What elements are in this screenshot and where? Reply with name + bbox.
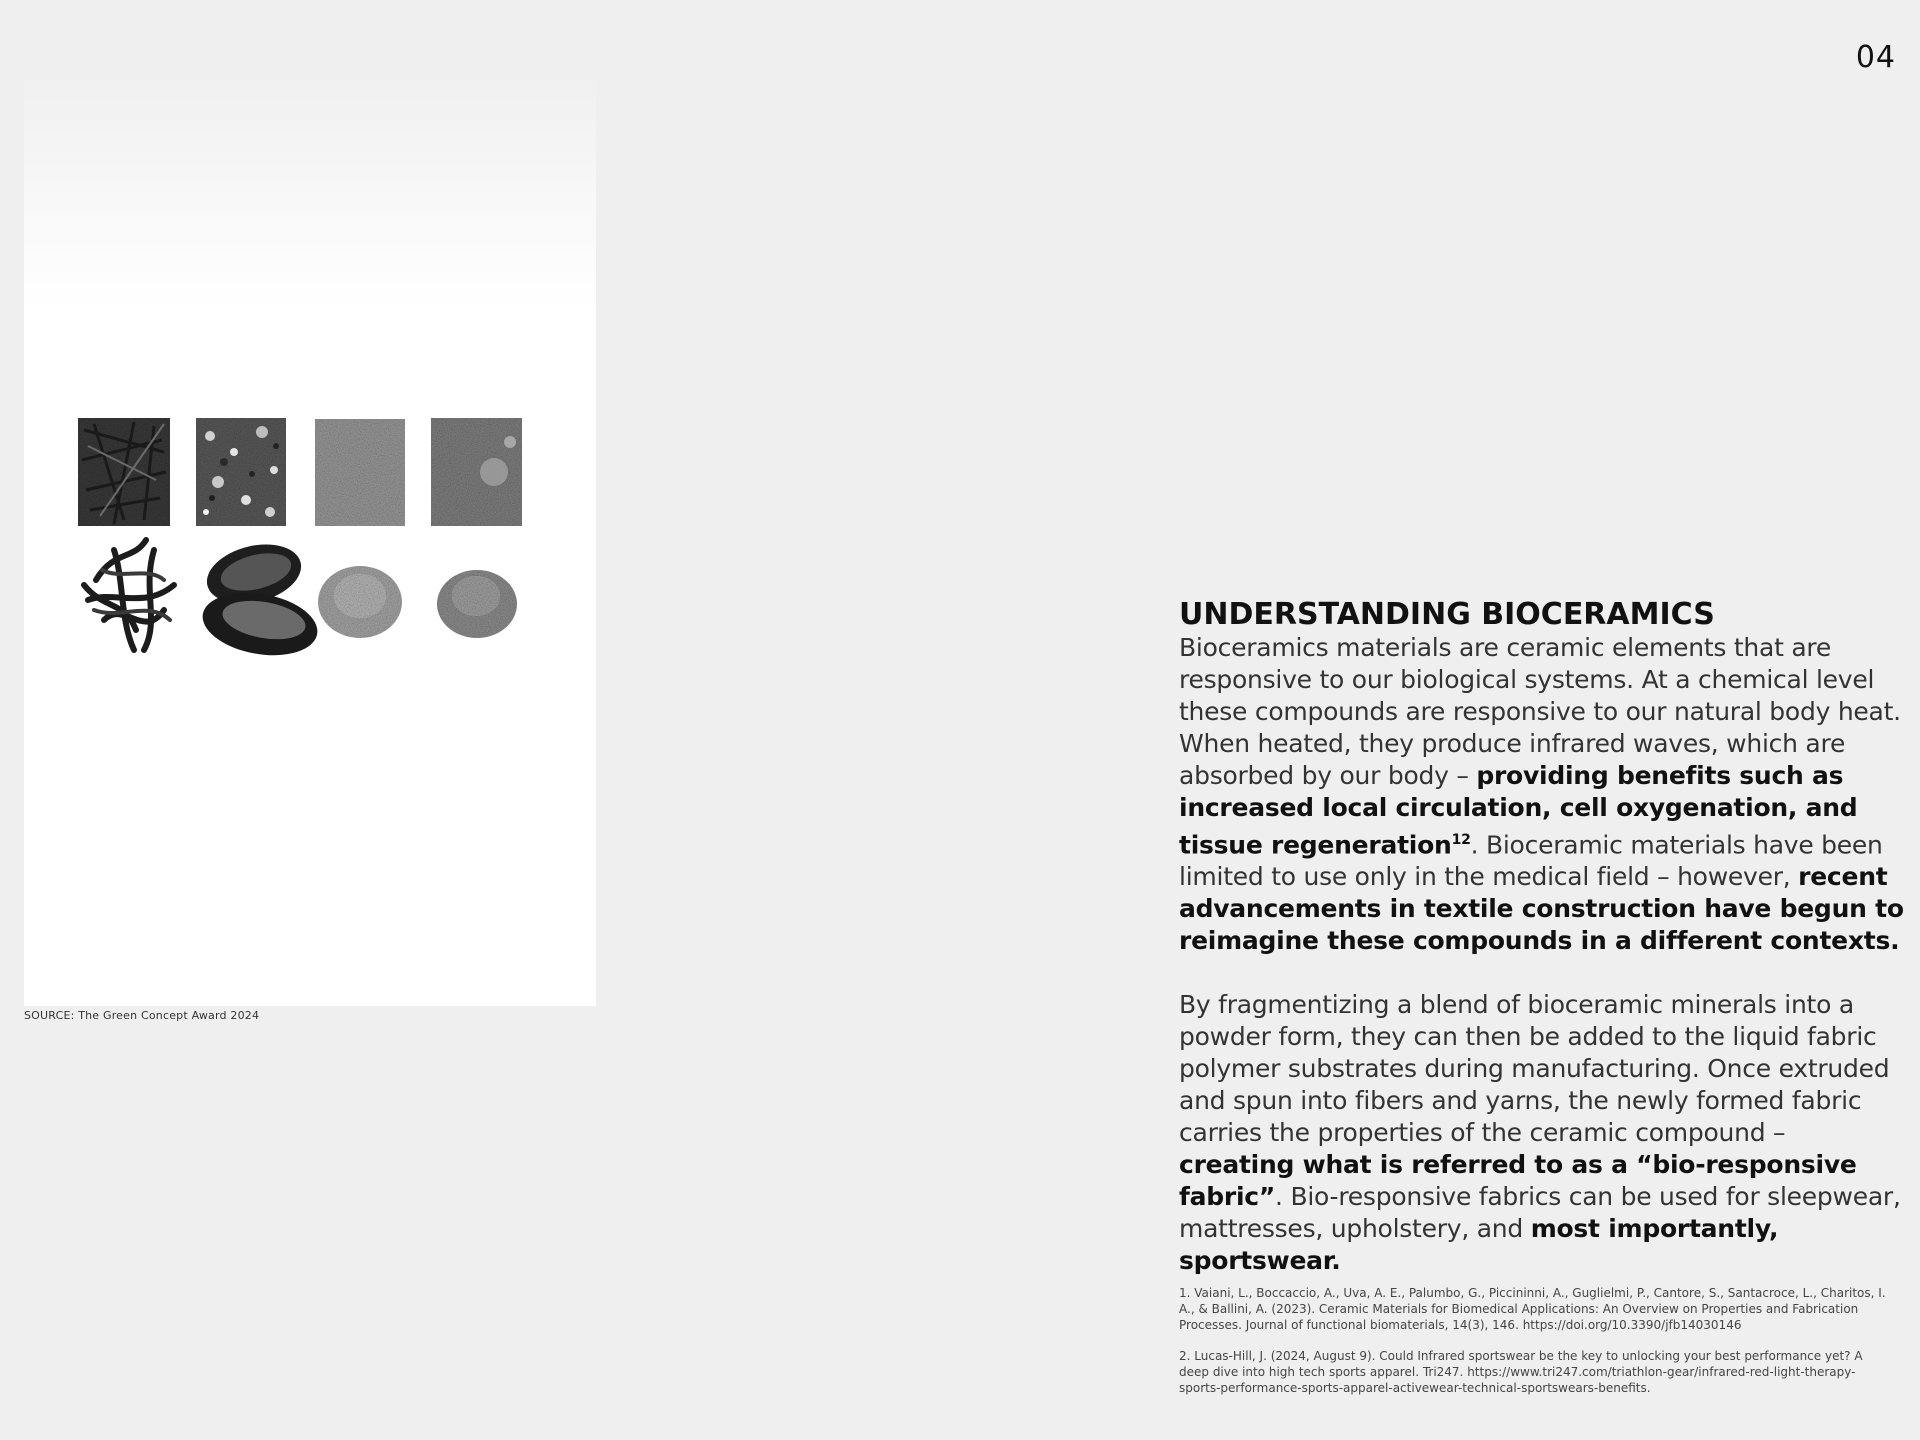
bold-run: creating what is referred to as a “bio-responsive fabric” xyxy=(1179,1150,1857,1212)
raw-fine-powder-pile xyxy=(318,566,402,638)
reference-2: 2. Lucas-Hill, J. (2024, August 9). Could Infrared sportswear be the key to unlocking your best performance yet? A deep dive into high tech sports apparel. Tri247. https://www.tri247.com/triathlon-gear/infrared-red-light-therapy-sports-performance-sports-apparel-activewear-technical-sportswears-benefits. xyxy=(1179,1349,1863,1395)
raw-seaweed xyxy=(84,540,174,650)
section-heading: UNDERSTANDING BIOCERAMICS xyxy=(1179,597,1715,632)
photo-background-shading xyxy=(24,80,596,310)
bold-run: providing benefits such as increased local circulation, cell oxygenation, and tissue regeneration xyxy=(1179,761,1858,860)
raw-mussel-shells xyxy=(198,535,323,663)
page-number: 04 xyxy=(1855,40,1896,75)
bold-run: recent advancements in textile construction have begun to reimagine these compounds in a different contexts. xyxy=(1179,862,1904,956)
paragraph-2 xyxy=(1179,989,1904,1277)
raw-coarse-powder-pile xyxy=(437,570,517,638)
tile-shell-terrazzo xyxy=(196,418,286,526)
bold-run: most importantly, sportswear. xyxy=(1179,1214,1779,1276)
materials-photo xyxy=(24,80,596,1006)
reference-1: 1. Vaiani, L., Boccaccio, A., Uva, A. E., Palumbo, G., Piccininni, A., Guglielmi, P., Cantore, S., Santacroce, L., Charitos, I. A., & Ballini, A. (2023). Ceramic Materials for Biomedical Applications: An Overview on Properties and Fabrication Processes. Journal of functional biomaterials, 14(3), 146. https://doi.org/10.3390/jfb14030146 xyxy=(1179,1286,1886,1332)
citation-superscript: 12 xyxy=(1451,832,1471,848)
text-run: By fragmentizing a blend of bioceramic minerals into a powder form, they can then be added to the liquid fabric polymer substrates during manufacturing. Once extruded and spun into fibers and yarns, the newly formed fabric carries the properties of the ceramic compound – xyxy=(1179,990,1890,1148)
tile-powder-coarse xyxy=(431,418,522,526)
image-source-caption: SOURCE: The Green Concept Award 2024 xyxy=(24,1009,260,1022)
article xyxy=(1179,598,1904,1277)
text-run: Bioceramics materials are ceramic elements that are responsive to our biological systems. At a chemical level these compounds are responsive to our natural body heat. When heated, they produce infrared waves, which are absorbed by our body – xyxy=(1179,633,1901,790)
references xyxy=(1179,1285,1894,1411)
tile-seaweed xyxy=(78,418,170,526)
tile-powder-fine xyxy=(315,419,405,526)
text-run: . Bio-responsive fabrics can be used for sleepwear, mattresses, upholstery, and xyxy=(1179,1182,1901,1244)
paragraph-1 xyxy=(1179,632,1904,957)
text-run: . Bioceramic materials have been limited to use only in the medical field – however, xyxy=(1179,830,1883,892)
